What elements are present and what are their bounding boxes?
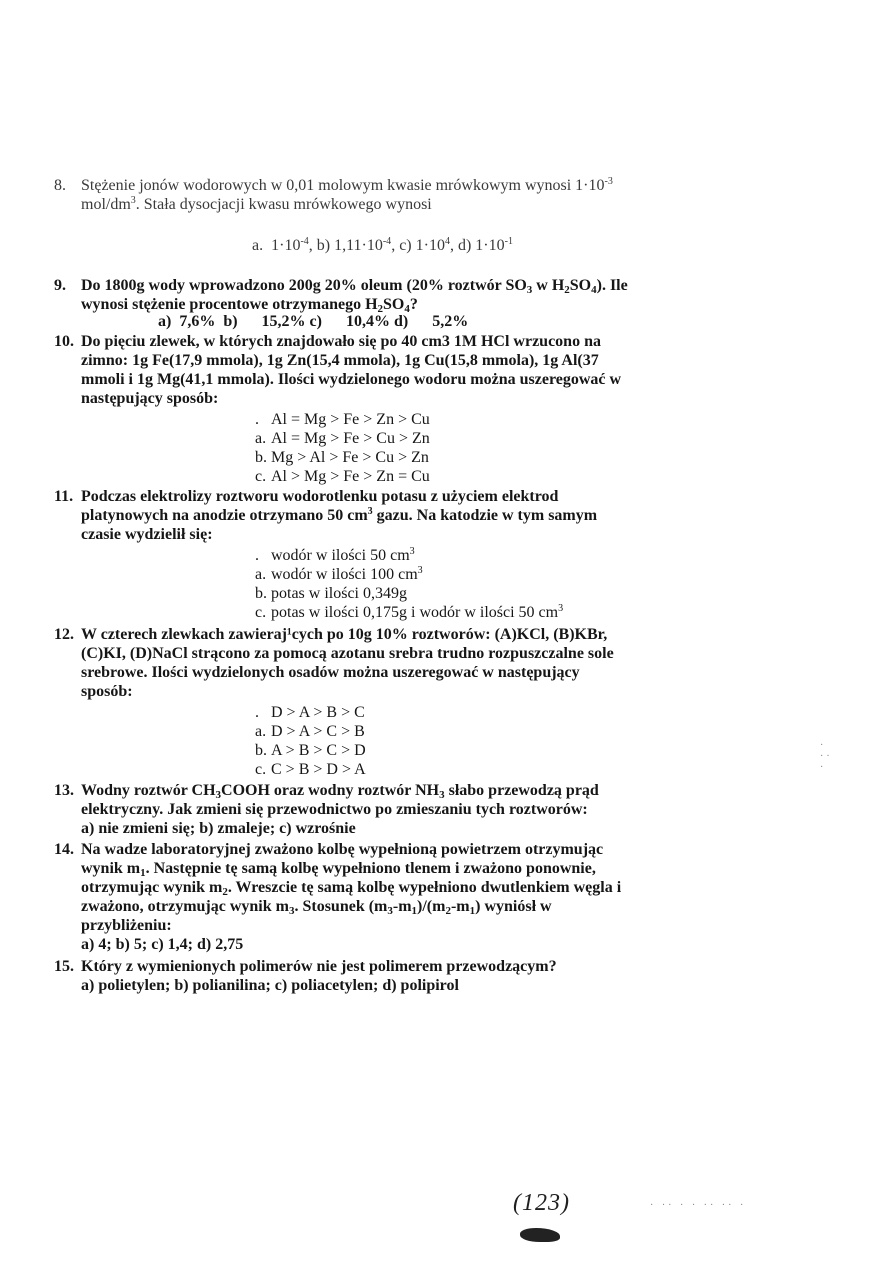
question-text-line: sposób: bbox=[81, 683, 133, 700]
question-number: 12. bbox=[54, 626, 74, 643]
option: c. Al > Mg > Fe > Zn = Cu bbox=[255, 468, 430, 485]
question-text-line: W czterech zlewkach zawieraj¹cych po 10g 10% roztworów: (A)KCl, (B)KBr, bbox=[81, 626, 608, 643]
question-12-options bbox=[255, 703, 366, 779]
option: a. D > A > C > B bbox=[255, 723, 365, 740]
option: c. C > B > D > A bbox=[255, 761, 366, 778]
question-text-line: a) nie zmieni się; b) zmaleje; c) wzrośnie bbox=[81, 820, 356, 837]
page-number: (123) bbox=[513, 1190, 570, 1216]
option: b. Mg > Al > Fe > Cu > Zn bbox=[255, 449, 429, 466]
question-number: 8. bbox=[54, 177, 66, 194]
question-text-line: zważono, otrzymując wynik $m_3$. Stosunek $(m_3-m_1)/(m_2-m_1)$ wyniósł w bbox=[81, 898, 552, 917]
question-text-line: (C)KI, (D)NaCl strącono za pomocą azotanu srebra trudno rozpuszczalne sole bbox=[81, 645, 614, 662]
question-text-line: a) polietylen; b) polianilina; c) poliacetylen; d) polipirol bbox=[81, 977, 459, 994]
question-number: 10. bbox=[54, 333, 74, 350]
question-text-line: mmoli i 1g Mg(41,1 mmola). Ilości wydzielonego wodoru można uszeregować w bbox=[81, 371, 622, 388]
option: . Al = Mg > Fe > Zn > Cu bbox=[255, 411, 430, 428]
question-8-answers: a. $1\cdot 10^{-4}$, b) $1,11\cdot 10^{-4}$, c) $1\cdot 10^4$, d) $1\cdot 10^{-1}$ bbox=[252, 236, 513, 254]
scan-noise: · ·· · · ·· ·· · bbox=[650, 1200, 747, 1211]
question-text-line: platynowych na anodzie otrzymano 50 $cm^3$ gazu. Na katodzie w tym samym bbox=[81, 506, 598, 524]
question-text-line: Wodny roztwór $CH_3COOH$ oraz wodny roztwór $NH_3$ słabo przewodzą prąd bbox=[81, 782, 599, 801]
question-9-answers: a) 7,6% b) 15,2% c) 10,4% d) 5,2% bbox=[158, 313, 469, 330]
question-text-line: przybliżeniu: bbox=[81, 917, 172, 934]
option: a. wodór w ilości 100 $cm^3$ bbox=[255, 565, 423, 583]
question-text-line: Do pięciu zlewek, w których znajdowało się po 40 cm3 1M HCl wrzucono na bbox=[81, 333, 601, 350]
question-text-line: Podczas elektrolizy roztworu wodorotlenku potasu z użyciem elektrod bbox=[81, 488, 559, 505]
option: . D > A > B > C bbox=[255, 704, 365, 721]
question-text-line: elektryczny. Jak zmieni się przewodnictwo po zmieszaniu tych roztworów: bbox=[81, 801, 588, 818]
question-text-line: czasie wydzielił się: bbox=[81, 526, 213, 543]
question-number: 13. bbox=[54, 782, 74, 799]
question-text-line: zimno: 1g Fe(17,9 mmola), 1g Zn(15,4 mmola), 1g Cu(15,8 mmola), 1g Al(37 bbox=[81, 352, 599, 369]
scan-noise: · ·· · bbox=[820, 740, 833, 773]
question-text-line: Na wadze laboratoryjnej zważono kolbę wypełnioną powietrzem otrzymując bbox=[81, 841, 604, 858]
option: c. potas w ilości 0,175g i wodór w ilości 50 $cm^3$ bbox=[255, 603, 564, 621]
question-number: 11. bbox=[54, 488, 74, 505]
option: a. Al = Mg > Fe > Cu > Zn bbox=[255, 430, 430, 447]
question-text-line: a) 4; b) 5; c) 1,4; d) 2,75 bbox=[81, 936, 244, 953]
option: b. potas w ilości 0,349g bbox=[255, 585, 407, 602]
question-10-options bbox=[255, 410, 430, 486]
question-text-line: Stężenie jonów wodorowych w 0,01 molowym kwasie mrówkowym wynosi $1\cdot 10^{-3}$ bbox=[81, 176, 613, 194]
question-text-line: Do 1800g wody wprowadzono 200g 20% oleum (20% roztwór $SO_3$ w $H_2SO_4$). Ile bbox=[81, 277, 628, 296]
question-text-line: następujący sposób: bbox=[81, 390, 219, 407]
question-number: 15. bbox=[54, 958, 74, 975]
question-text-line: wynosi stężenie procentowe otrzymanego $H_2SO_4$? bbox=[81, 296, 418, 315]
question-11-options bbox=[255, 546, 563, 622]
ink-smudge bbox=[520, 1228, 560, 1242]
question-text-line: wynik $m_1$. Następnie tę samą kolbę wypełniono tlenem i zważono ponownie, bbox=[81, 860, 596, 879]
question-text-line: otrzymując wynik $m_2$. Wreszcie tę samą kolbę wypełniono dwutlenkiem węgla i bbox=[81, 879, 622, 898]
question-text-line: mol/$dm^3$. Stała dysocjacji kwasu mrówkowego wynosi bbox=[81, 195, 432, 213]
question-number: 9. bbox=[54, 277, 66, 294]
question-text-line: Który z wymienionych polimerów nie jest polimerem przewodzącym? bbox=[81, 958, 557, 975]
question-text-line: srebrowe. Ilości wydzielonych osadów można uszeregować w następujący bbox=[81, 664, 580, 681]
question-number: 14. bbox=[54, 841, 74, 858]
option: . wodór w ilości 50 $cm^3$ bbox=[255, 546, 415, 564]
option: b. A > B > C > D bbox=[255, 742, 366, 759]
